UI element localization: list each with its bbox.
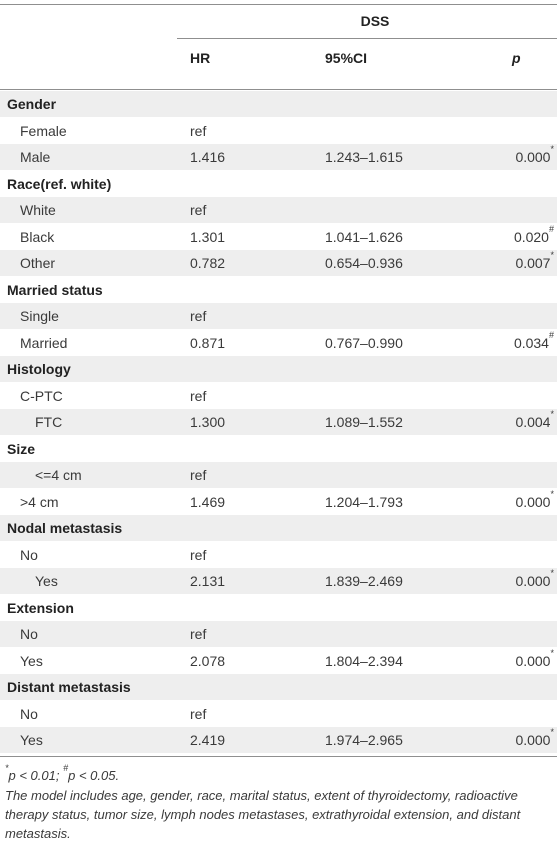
p-significance-marker: * (550, 488, 554, 499)
table-row (0, 568, 557, 594)
hr-cell: 2.078 (190, 652, 226, 669)
table-row (0, 330, 557, 356)
ci-cell: 1.204–1.793 (325, 493, 403, 510)
group-label: Histology (7, 361, 71, 377)
p-cell (515, 489, 554, 515)
footnote-model-note: The model includes age, gender, race, marital status, extent of thyroidectomy, radioactive therapy status, tumor size, lymph nodes metastases, extrathyroidal extension, and distant metastasis. (5, 788, 521, 841)
p-cell (515, 409, 554, 435)
row-label: Yes (20, 732, 43, 748)
p-value: 0.000 (515, 652, 551, 669)
hr-cell: ref (190, 705, 207, 722)
table-group-row (0, 674, 557, 700)
row-label: Married (20, 334, 68, 351)
table-row (0, 701, 557, 727)
hr-cell: 1.300 (190, 414, 226, 430)
table-row (0, 250, 557, 276)
header-col-p: p (512, 50, 521, 66)
table-row (0, 409, 557, 435)
p-cell (514, 330, 554, 356)
group-label: Distant metastasis (7, 679, 131, 695)
ci-cell: 0.654–0.936 (325, 255, 403, 271)
top-rule (0, 4, 557, 5)
hr-cell: 1.469 (190, 493, 226, 510)
hr-cell: 1.301 (190, 228, 226, 245)
row-label: Male (20, 149, 51, 165)
row-label: Yes (35, 573, 58, 589)
table-row (0, 621, 557, 647)
group-label: Nodal metastasis (7, 520, 123, 536)
p-value: 0.034 (513, 334, 549, 351)
hr-cell: ref (190, 122, 207, 139)
p-value: 0.000 (515, 732, 551, 748)
p-significance-marker: # (548, 223, 554, 234)
p-value: 0.004 (515, 414, 551, 430)
table-row (0, 648, 557, 674)
row-label: <=4 cm (35, 467, 82, 483)
table-row (0, 197, 557, 223)
table-row (0, 118, 557, 144)
p-cell (515, 568, 554, 594)
hr-cell: ref (190, 202, 207, 218)
p-value: 0.000 (515, 573, 551, 589)
p-cell (514, 224, 554, 250)
row-label: Yes (20, 652, 43, 669)
hr-cell: ref (190, 387, 207, 404)
row-label: >4 cm (20, 493, 59, 510)
header-bottom-rule (0, 89, 557, 90)
row-label: Black (20, 228, 55, 245)
group-label: Married status (7, 281, 103, 298)
header-col-ci: 95%CI (325, 50, 368, 66)
ci-cell: 1.974–2.965 (325, 732, 403, 748)
table-group-row (0, 356, 557, 382)
table-row (0, 144, 557, 170)
p-value: 0.020 (513, 228, 549, 245)
group-label: Extension (7, 599, 74, 616)
hr-cell: 1.416 (190, 149, 226, 165)
header-col-hr: HR (190, 50, 211, 66)
row-label: FTC (35, 414, 63, 430)
group-label: Size (7, 440, 36, 457)
p-significance-marker: * (550, 250, 554, 261)
p-cell (515, 648, 554, 674)
hr-cell: 2.131 (190, 573, 226, 589)
p-cell (515, 727, 554, 753)
p-value: 0.000 (515, 149, 551, 165)
table-row (0, 542, 557, 568)
group-label: Gender (7, 96, 57, 112)
p-significance-marker: # (548, 329, 554, 340)
table-group-row (0, 595, 557, 621)
table-group-row (0, 91, 557, 117)
p-significance-marker: * (550, 568, 554, 579)
table-row (0, 462, 557, 488)
table-row (0, 303, 557, 329)
group-header-rule (177, 38, 557, 39)
ci-cell: 1.839–2.469 (325, 573, 403, 589)
table-row (0, 727, 557, 753)
footnote-significance (5, 762, 555, 785)
footnote-hash: # (63, 762, 69, 773)
hr-cell: ref (190, 546, 207, 563)
row-label: No (20, 546, 38, 563)
hr-cell: 0.871 (190, 334, 226, 351)
ci-cell: 1.804–2.394 (325, 652, 403, 669)
p-cell (515, 250, 554, 276)
footnote-star-text: p < 0.01; (8, 768, 64, 783)
table-group-row (0, 277, 557, 303)
p-significance-marker: * (550, 144, 554, 155)
row-label: White (20, 202, 56, 218)
hr-cell: 0.782 (190, 255, 226, 271)
bottom-rule (0, 756, 557, 757)
p-value: 0.000 (515, 493, 551, 510)
ci-cell: 1.041–1.626 (325, 228, 403, 245)
row-label: C-PTC (20, 387, 63, 404)
p-significance-marker: * (550, 727, 554, 738)
p-cell (515, 144, 554, 170)
p-value: 0.007 (515, 255, 551, 271)
p-significance-marker: * (550, 409, 554, 420)
table-group-row (0, 436, 557, 462)
table-group-row (0, 171, 557, 197)
p-significance-marker: * (550, 647, 554, 658)
ci-cell: 0.767–0.990 (325, 334, 403, 351)
hr-cell: ref (190, 467, 207, 483)
row-label: No (20, 705, 38, 722)
table-group-row (0, 515, 557, 541)
ci-cell: 1.089–1.552 (325, 414, 403, 430)
hr-cell: ref (190, 626, 207, 642)
table-row (0, 224, 557, 250)
row-label: No (20, 626, 38, 642)
hr-cell: ref (190, 308, 207, 324)
header-group-label: DSS (360, 13, 390, 29)
footnote-hash-text: p < 0.05. (68, 768, 120, 783)
ci-cell: 1.243–1.615 (325, 149, 403, 165)
row-label: Single (20, 308, 59, 324)
footnote-star: * (5, 762, 9, 773)
row-label: Other (20, 255, 56, 271)
row-label: Female (20, 122, 67, 139)
group-label: Race(ref. white) (7, 175, 112, 192)
table-row (0, 383, 557, 409)
hr-cell: 2.419 (190, 732, 226, 748)
table-row (0, 489, 557, 515)
